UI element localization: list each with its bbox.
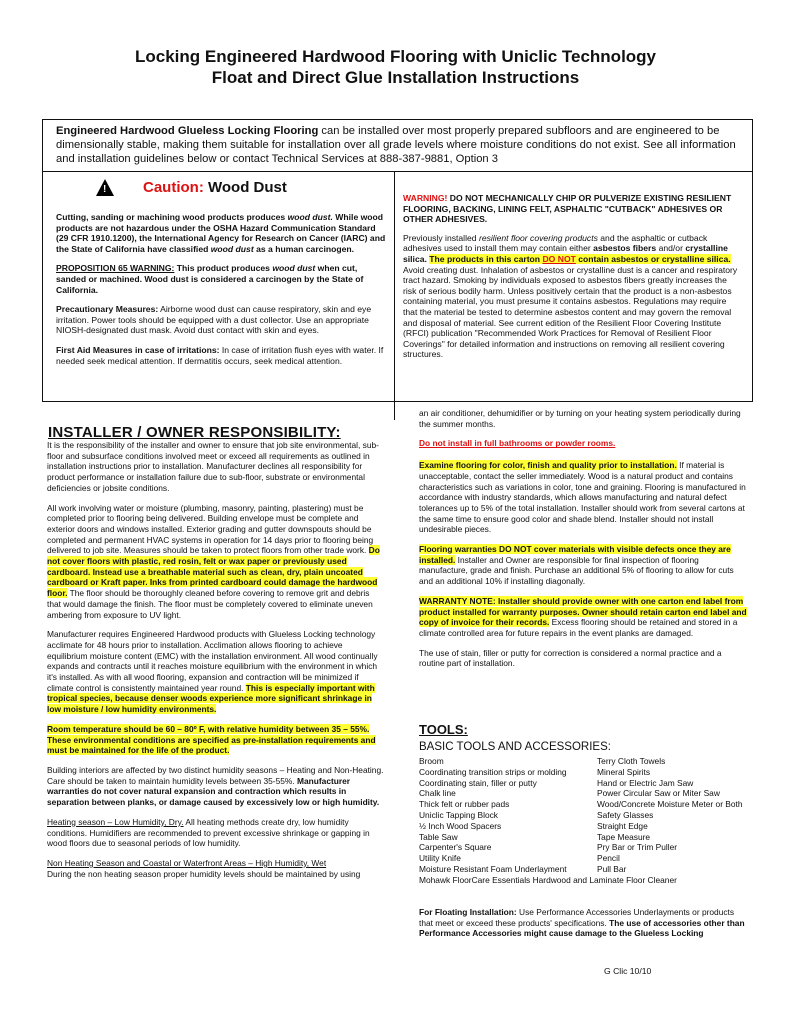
heating-season-p: Heating season – Low Humidity, Dry. All heating methods create dry, low humidity conditions. Humidifiers are recommended to prevent excessive shrinkage or gapping in wood floors due to seasonal periods of low humidity. xyxy=(47,816,370,849)
tool-item-right: Terry Cloth Towels xyxy=(597,756,666,766)
exclamation-icon: ! xyxy=(103,184,107,195)
tool-item-left: Uniclic Tapping Block xyxy=(419,809,498,820)
tools-row xyxy=(419,864,759,875)
tool-item-right: Power Circular Saw or Miter Saw xyxy=(597,788,720,799)
warranty-note-p: WARRANTY NOTE: Installer should provide owner with one carton end label from product installed for warranty purposes. Owner should retain carton end label and copy of invoice for their records. Excess flooring should be retained and stored in a climate controlled area for future repairs in the event planks are damaged. xyxy=(419,595,747,638)
tool-item-right: Pencil xyxy=(597,853,620,864)
tools-row xyxy=(419,821,759,832)
examine-flooring-p: Examine flooring for color, finish and quality prior to installation. If material is unacceptable, contact the seller immediately. Wood is a natural product and contains characteristics such as variations in color, tone and graining. Flooring is manufactured in accordance with industry standards, which allows manufacturing and natural defect tolerances up to 5% of the total installation. Installer should work from several cartons at the same time to ensure good color and shade blend. Installer should not install undesirable pieces. xyxy=(419,460,746,535)
tool-item-left: Table Saw xyxy=(419,831,458,842)
tools-row xyxy=(419,853,759,864)
caution-label: Caution: xyxy=(143,179,204,196)
tool-item-left: Broom xyxy=(419,756,444,766)
tool-item-left: Coordinating transition strips or molding xyxy=(419,766,567,777)
tool-item-left: Chalk line xyxy=(419,788,456,799)
caution-p4: First Aid Measures in case of irritations: In case of irritation flush eyes with water. If needed seek medical attention. If dermatitis occurs, seek medical attention. xyxy=(56,344,384,366)
tool-item-left: Carpenter's Square xyxy=(419,842,492,853)
right-column xyxy=(419,408,747,678)
responsibility-p2: All work involving water or moisture (plumbing, masonry, painting, plastering) must be completed prior to flooring being delivered. Building envelope must be complete and exterior doors and windows installed. Exterior grading and gutter downspouts should be completed and permanent HVAC systems in operation for 14 days prior to flooring being delivered to job site. Measures should be taken to protect floors from other trade work. Do not cover floors with plastic, red rosin, felt or wax paper or previously used cardboard. Instead use a breathable material such as clean, dry, plain uncoated cardboard or Kraft paper. Inks from printed cardboard could damage the hardwood floor. The floor should be thoroughly cleaned before covering to remove grit and debris that would damage the finish. The floor must be completely covered to eliminate uneven ambering from exposure to UV light. xyxy=(47,502,380,620)
tool-item-right: Hand or Electric Jam Saw xyxy=(597,777,694,788)
page-footer-code: G Clic 10/10 xyxy=(604,966,652,976)
column-divider xyxy=(394,171,395,420)
tool-item-left: Moisture Resistant Foam Underlayment xyxy=(419,863,567,874)
tools-row xyxy=(419,799,759,810)
installer-owner-heading: INSTALLER / OWNER RESPONSIBILITY: xyxy=(48,424,341,441)
tools-list xyxy=(419,756,759,886)
warning-caps: WARNING! DO NOT MECHANICALLY CHIP OR PULVERIZE EXISTING RESILIENT FLOORING, BACKING, LINING FELT, ASPHALTIC "CUTBACK" ADHESIVES OR OTHER ADHESIVES. xyxy=(403,193,732,225)
warning-body xyxy=(403,193,741,369)
warning-paragraph: Previously installed resilient floor covering products and the asphaltic or cutback adhesives used to install them may contain either asbestos fibers and/or crystalline silica. The products in this carton DO NOT contain asbestos or crystalline silica. Avoid creating dust. Inhalation of asbestos or crystalline dust is a cancer and respiratory tract hazard. Smoking by individuals exposed to asbestos fibers greatly increases the risk of serious bodily harm. Unless positively certain that the product is a non-asbestos containing material, you must presume it contains asbestos. Regulations may require that the material be tested to determine asbestos content and may govern the removal and disposal of material. See current edition of the Resilient Floor Covering Institute (RFCI) publication "Recommended Work Practices for Removal of Resilient Floor Coverings" for detailed information and instructions on removing all resilient covering structures. xyxy=(403,232,738,360)
tool-item-right: Mineral Spirits xyxy=(597,766,651,777)
humidity-seasons-p: Building interiors are affected by two distinct humidity seasons – Heating and Non-Heating. Care should be taken to maintain humidity levels between 35-55%. Manufacturer warranties do not cover natural expansion and contraction which results in separation between planks, or damage caused by excessively low or high humidity. xyxy=(47,764,384,808)
caution-heading xyxy=(143,179,287,197)
no-bathrooms-warning: Do not install in full bathrooms or powder rooms. xyxy=(419,438,616,449)
tool-item-right: Pull Bar xyxy=(597,863,627,874)
acclimation-p: Manufacturer requires Engineered Hardwood products with Glueless Locking technology acclimate for 48 hours prior to installation. Acclimation allows flooring to achieve equilibrium moisture content (EMC) with the installation environment. All wood continually expands and contracts until it reaches moisture equilibrium with the environment in which it's installed. As with all wood flooring, expansion and contraction will be minimized if climate control is consistently maintained year round. This is especially important with tropical species, because denser woods experience more significant shrinkage in low moisture / low humidity environments. xyxy=(47,629,378,715)
tool-item-left: ½ Inch Wood Spacers xyxy=(419,820,502,831)
caution-title: Wood Dust xyxy=(203,179,287,196)
document-title-line2: Float and Direct Glue Installation Instructions xyxy=(211,68,580,87)
tools-row xyxy=(419,788,759,799)
caution-body xyxy=(56,212,386,375)
tool-item-right: Safety Glasses xyxy=(597,809,654,820)
left-column xyxy=(47,440,385,879)
tool-item-left: Thick felt or rubber pads xyxy=(419,799,510,810)
tool-item-left: Utility Knife xyxy=(419,853,461,864)
tools-row xyxy=(419,842,759,853)
tools-subheading: BASIC TOOLS AND ACCESSORIES: xyxy=(419,741,611,753)
tool-item-cleaner: Mohawk FloorCare Essentials Hardwood and Laminate Floor Cleaner xyxy=(419,874,677,885)
room-temp-p: Room temperature should be 60 – 80º F, with relative humidity between 35 – 55%. These environmental conditions are specified as pre-installation requirements and must be maintained for the life of the product. xyxy=(47,723,376,756)
intro-body: can be installed over most properly prepared subfloors and are engineered to be dimensionally stable, making them suitable for installation over all grade levels where moisture conditions do not exist. See all information and installation guidelines below or contact Technical Services at 888-387-9881, Option 3 xyxy=(56,125,736,165)
responsibility-p1: It is the responsibility of the installer and owner to ensure that job site environmental, sub-floor and subsurface conditions involved meet or exceed all requirements as outlined in installation instructions prior to installation. Manufacturer declines all responsibility for product performance or installation failure due to sub-floor, substrate or environmental deficiencies or jobsite conditions. xyxy=(47,440,379,493)
intro-bold: Engineered Hardwood Glueless Locking Flooring xyxy=(56,125,319,137)
no-asbestos-highlight: The products in this carton DO NOT contain asbestos or crystalline silica. xyxy=(429,253,731,264)
tool-item-right: Pry Bar or Trim Puller xyxy=(597,842,678,853)
tools-row xyxy=(419,767,759,778)
tool-item-left: Coordinating stain, filler or putty xyxy=(419,777,537,788)
floating-installation-p: For Floating Installation: Use Performance Accessories Underlayments or products that meet or exceed these products' specifications. The use of accessories other than Performance Accessories might cause damage to the Glueless Locking xyxy=(419,907,745,939)
document-title-line1: Locking Engineered Hardwood Flooring with Uniclic Technology xyxy=(134,47,657,66)
caution-p1: Cutting, sanding or machining wood products produces wood dust. While wood products are not hazardous under the OSHA Hazard Communication Standard (29 CFR 1910.1200), the International Agency for Research on Cancer (IARC) and the State of California have classified wood dust as a human carcinogen. xyxy=(56,212,386,254)
tools-row xyxy=(419,832,759,843)
summer-months-p: an air conditioner, dehumidifier or by turning on your heating system periodically during the summer months. xyxy=(419,408,741,429)
stain-filler-p: The use of stain, filler or putty for correction is considered a normal practice and a routine part of installation. xyxy=(419,647,722,669)
warranty-defects-p: Flooring warranties DO NOT cover materials with visible defects once they are installed. Installer and Owner are responsible for final inspection of flooring manufacture, grade and finish. Purchase an additional 5% of flooring to allow for cuts and an additional 10% if installing diagonally. xyxy=(419,544,734,587)
tool-item-right: Tape Measure xyxy=(597,831,651,842)
caution-p3: Precautionary Measures: Airborne wood dust can cause respiratory, skin and eye irritation. Power tools should be equipped with a dust collector. Use an appropriate NIOSH-designated dust mask. Avoid dust contact with skin and eyes. xyxy=(56,304,372,336)
tools-row xyxy=(419,756,759,767)
tool-item-right: Straight Edge xyxy=(597,820,648,831)
tools-row xyxy=(419,810,759,821)
intro-text xyxy=(56,124,740,166)
tools-row xyxy=(419,778,759,789)
tool-item-right: Wood/Concrete Moisture Meter or Both xyxy=(597,799,743,810)
tools-heading: TOOLS: xyxy=(419,722,468,737)
non-heating-season-p: Non Heating Season and Coastal or Waterfront Areas – High Humidity, Wet During the non heating season proper humidity levels should be maintained by using xyxy=(47,857,361,879)
caution-p2: PROPOSITION 65 WARNING: This product produces wood dust when cut, sanded or machined. Wood dust is considered a carcinogen by the State of California. xyxy=(56,263,364,295)
